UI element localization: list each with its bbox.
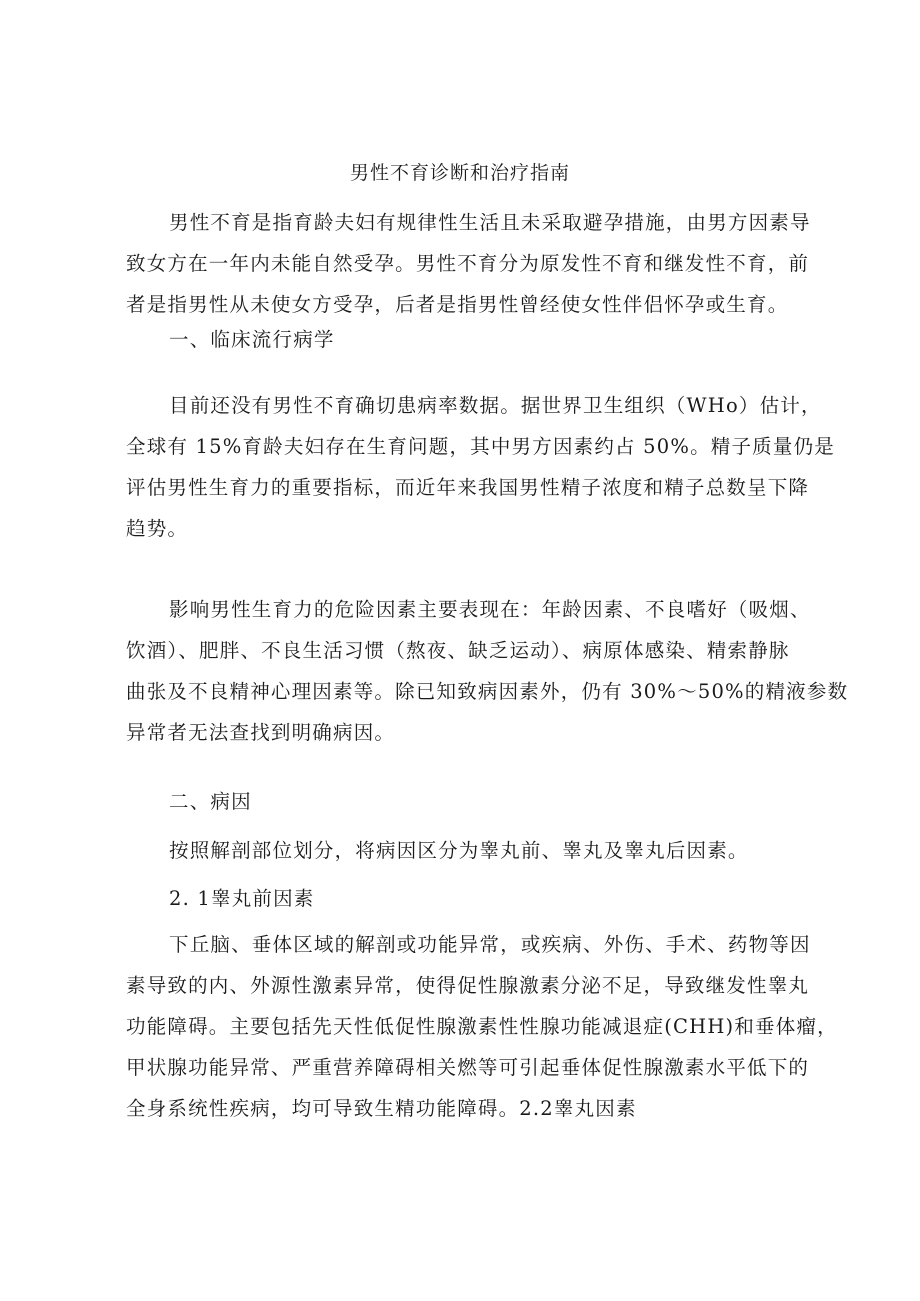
text-line: 趋势。: [126, 517, 189, 540]
text-line: 异常者无法查找到明确病因。: [126, 721, 396, 744]
etiology-intro: 按照解剖部位划分，将病因区分为睾丸前、睾丸及睾丸后因素。: [169, 839, 749, 862]
text-line: 者是指男性从未使女方受孕，后者是指男性曾经使女性伴侣怀孕或生育。: [126, 293, 789, 316]
text-line: 目前还没有男性不育确切患病率数据。据世界卫生组织（WHo）估计，: [169, 394, 822, 417]
epidemiology-paragraph: [126, 385, 835, 549]
text-line: 曲张及不良精神心理因素等。除已知致病因素外，仍有 30%～50%的精液参数: [126, 680, 849, 703]
text-line: 素导致的内、外源性激素异常，使得促性腺激素分泌不足，导致继发性睾丸: [126, 974, 810, 997]
text-line: 全球有 15%育龄夫妇存在生育问题，其中男方因素约占 50%。精子质量仍是: [126, 435, 835, 458]
page-title: 男性不育诊断和治疗指南: [349, 162, 570, 184]
text-line: 影响男性生育力的危险因素主要表现在：年龄因素、不良嗜好（吸烟、: [169, 598, 811, 621]
text-line: 评估男性生育力的重要指标，而近年来我国男性精子浓度和精子总数呈下降: [126, 476, 810, 499]
text-line: 全身系统性疾病，均可导致生精功能障碍。2.2睾丸因素: [126, 1097, 637, 1120]
risk-factors-paragraph: [126, 589, 849, 753]
text-line: 饮酒）、肥胖、不良生活习惯（熬夜、缺乏运动）、病原体感染、精索静脉: [126, 639, 790, 662]
text-line: 下丘脑、垂体区域的解剖或功能异常，或疾病、外伤、手术、药物等因: [169, 933, 811, 956]
section-heading-epidemiology: 一、临床流行病学: [169, 328, 335, 351]
subsection-heading-pretesticular: 2. 1睾丸前因素: [169, 887, 315, 910]
text-line: 甲状腺功能异常、严重营养障碍相关燃等可引起垂体促性腺激素水平低下的: [126, 1056, 810, 1079]
text-line: 功能障碍。主要包括先天性低促性腺激素性性腺功能减退症(CHH)和垂体瘤，: [126, 1015, 838, 1038]
text-line: 致女方在一年内未能自然受孕。男性不育分为原发性不育和继发性不育，前: [126, 252, 810, 275]
text-line: 男性不育是指育龄夫妇有规律性生活且未采取避孕措施，由男方因素导: [169, 211, 811, 234]
pretesticular-paragraph: [126, 924, 838, 1129]
section-heading-etiology: 二、病因: [169, 790, 252, 813]
intro-paragraph: [126, 202, 811, 325]
